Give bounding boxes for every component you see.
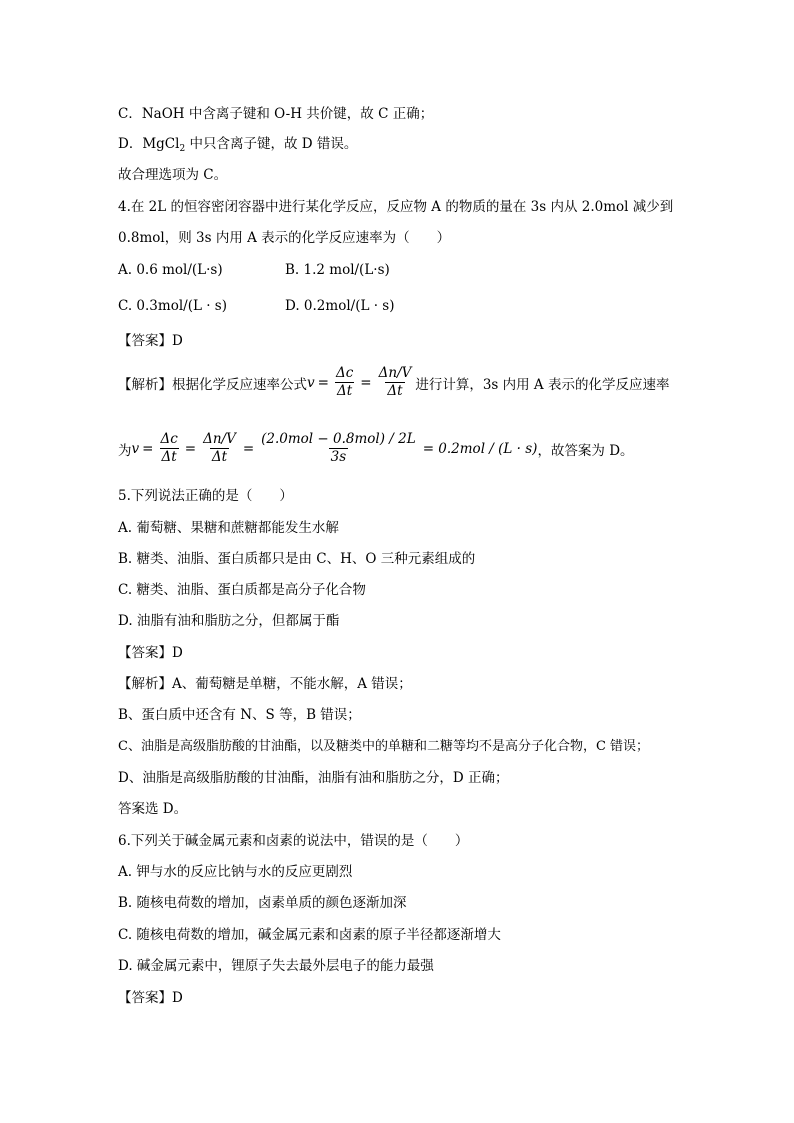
fraction-dc-dt-2: $\frac{\Delta c}{\Delta t}$ [160, 431, 178, 465]
q5-analysis-4: D、油脂是高级脂肪酸的甘油酯，油脂有油和脂肪之分，D 正确； [118, 770, 509, 786]
d-line: D．MgCl$_2$ 中只含离子键，故 D 错误。 [118, 136, 358, 154]
fraction-calculation: $\frac{\text{(2.0mol − 0.8mol) / 2L}}{3s}$ [261, 431, 416, 465]
q5-analysis-1: 【解析】A、葡萄糖是单糖，不能水解，A 错误； [118, 676, 412, 692]
q5-answer: 【答案】D [118, 645, 183, 661]
q4-answer: 【答案】D [118, 333, 183, 349]
q5-option-c: C. 糖类、油脂、蛋白质都是高分子化合物 [118, 582, 366, 598]
q6-option-a: A. 钾与水的反应比钠与水的反应更剧烈 [118, 864, 353, 880]
q5-option-a: A. 葡萄糖、果糖和蔗糖都能发生水解 [118, 520, 339, 536]
fraction-dn-v-dt: $\frac{\Delta n/V}{\Delta t}$ [378, 365, 412, 399]
q6-option-c: C. 随核电荷数的增加，碱金属元素和卤素的原子半径都逐渐增大 [118, 927, 501, 943]
q4-option-d: D. 0.2mol/(L · s) [285, 298, 395, 314]
q4-result-formula: 为 v = $\frac{\Delta c}{\Delta t}$ = $\frac{\Delta n/V}{\Delta t}$ = $\frac{\text{(2.0mol − 0.8mol) / 2L}}{3s}$ = 0.2mol / (L · s) ，故答案为 D。 [118, 431, 634, 465]
q4-option-c: C. 0.3mol/(L · s) [118, 298, 227, 314]
q5-analysis-2: B、蛋白质中还含有 N、S 等，B 错误； [118, 707, 361, 723]
q4-option-b: B. 1.2 mol/(L·s) [285, 262, 390, 278]
c-line: C．NaOH 中含离子键和 O-H 共价键，故 C 正确； [118, 106, 434, 122]
q4-stem-2: 0.8mol，则 3s 内用 A 表示的化学反应速率为（ ） [118, 230, 451, 246]
q5-option-d: D. 油脂有油和脂肪之分，但都属于酯 [118, 613, 340, 629]
q6-option-d: D. 碱金属元素中，锂原子失去最外层电子的能力最强 [118, 958, 434, 974]
q4-option-a: A. 0.6 mol/(L·s) [118, 262, 223, 278]
q5-analysis-3: C、油脂是高级脂肪酸的甘油酯，以及糖类中的单糖和二糖等均不是高分子化合物，C 错误； [118, 739, 650, 754]
q5-stem: 5.下列说法正确的是（ ） [118, 488, 293, 504]
q5-conclusion: 答案选 D。 [118, 801, 188, 817]
q4-analysis-formula: 【解析】根据化学反应速率公式 v = $\frac{\Delta c}{\Delta t}$ = $\frac{\Delta n/V}{\Delta t}$ 进行计算，3s 内用 A 表示的化学反应速率 [118, 365, 670, 399]
conclusion-line: 故合理选项为 C。 [118, 167, 228, 183]
fraction-dn-v-dt-2: $\frac{\Delta n/V}{\Delta t}$ [203, 431, 236, 465]
q6-option-b: B. 随核电荷数的增加，卤素单质的颜色逐渐加深 [118, 895, 407, 911]
fraction-dc-dt: $\frac{\Delta c}{\Delta t}$ [335, 365, 354, 399]
q4-stem-1: 4.在 2L 的恒容密闭容器中进行某化学反应，反应物 A 的物质的量在 3s 内从 2.0mol 减少到 [118, 199, 674, 215]
q6-stem: 6.下列关于碱金属元素和卤素的说法中，错误的是（ ） [118, 833, 469, 849]
q5-option-b: B. 糖类、油脂、蛋白质都只是由 C、H、O 三种元素组成的 [118, 551, 476, 567]
q6-answer: 【答案】D [118, 990, 183, 1006]
